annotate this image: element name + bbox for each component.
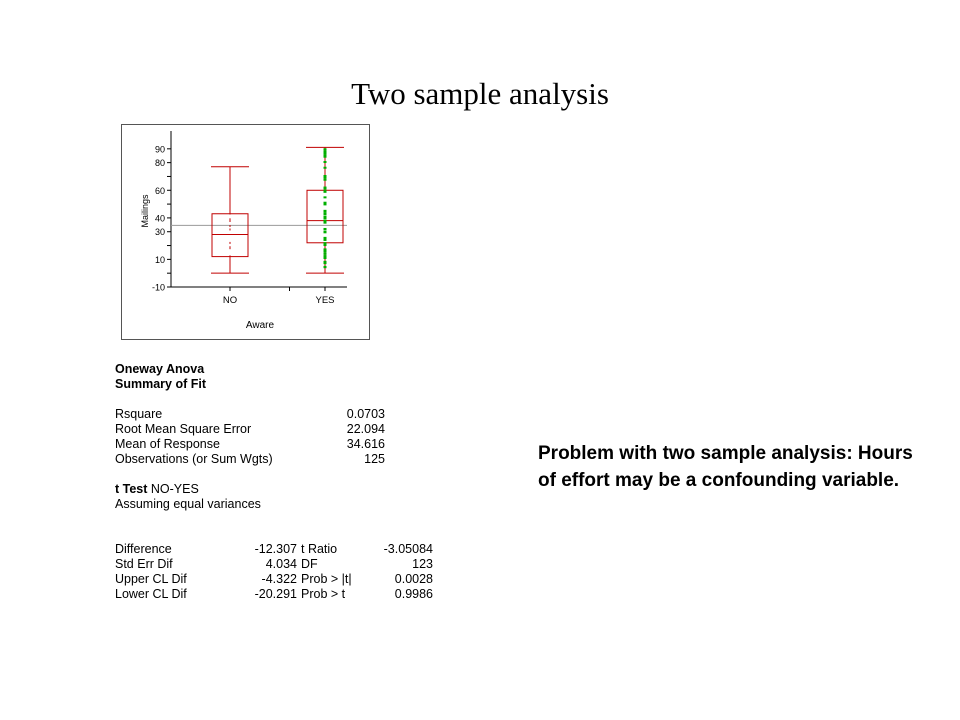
boxplot-chart <box>121 124 370 340</box>
ttest-label: Std Err Dif <box>115 557 173 571</box>
data-point <box>230 242 231 244</box>
data-point <box>324 161 327 163</box>
x-tick-label: NO <box>222 295 238 306</box>
data-point <box>230 228 231 230</box>
data-point <box>324 266 327 268</box>
ttest-value2: 0.0028 <box>394 572 433 586</box>
fit-label: Root Mean Square Error <box>115 422 252 436</box>
fit-value: 125 <box>364 452 385 466</box>
anova-heading: Oneway Anova <box>115 362 205 376</box>
ttest-assumption: Assuming equal variances <box>115 497 261 511</box>
ttest-value: -20.291 <box>254 587 297 601</box>
y-tick-label: 60 <box>154 185 165 196</box>
data-point <box>230 255 231 257</box>
y-tick-label: 10 <box>154 254 165 265</box>
slide-title: Two sample analysis <box>351 76 609 111</box>
ttest-value: -4.322 <box>261 572 297 586</box>
fit-value: 22.094 <box>346 422 385 436</box>
data-point <box>324 256 327 258</box>
fit-value: 34.616 <box>346 437 385 451</box>
data-point <box>324 213 327 215</box>
data-point <box>324 167 327 169</box>
ttest-label: Lower CL Dif <box>115 587 187 601</box>
ttest-label: Upper CL Dif <box>115 572 187 586</box>
data-point <box>324 156 327 158</box>
data-point <box>230 209 231 211</box>
data-point <box>324 175 327 177</box>
data-point <box>324 238 327 240</box>
data-point <box>324 191 327 193</box>
summary-heading: Summary of Fit <box>115 377 206 391</box>
data-point <box>324 251 327 253</box>
data-point <box>324 148 327 150</box>
y-tick-label: 90 <box>154 144 165 155</box>
ttest-label2: t Ratio <box>301 542 338 556</box>
y-tick-label: -10 <box>151 282 165 293</box>
slide-note: Problem with two sample analysis: Hours of effort may be a confounding variable. <box>538 443 913 491</box>
data-point <box>324 177 327 179</box>
data-point <box>324 220 327 222</box>
data-point <box>324 150 327 152</box>
ttest-value: -12.307 <box>254 542 297 556</box>
ttest-value: 4.034 <box>265 557 297 571</box>
data-point <box>230 219 231 221</box>
data-point <box>324 261 327 263</box>
fit-label: Observations (or Sum Wgts) <box>115 452 273 466</box>
data-point <box>230 225 231 227</box>
data-point <box>324 253 327 255</box>
data-point <box>324 242 327 244</box>
ttest-label2: Prob > |t| <box>301 572 352 586</box>
data-point <box>324 217 327 219</box>
data-point <box>324 179 327 181</box>
y-tick-label: 30 <box>154 227 165 238</box>
y-tick-label: 40 <box>154 213 165 224</box>
data-point <box>230 189 231 191</box>
data-point <box>230 247 231 249</box>
y-tick-label: 80 <box>154 158 165 169</box>
ttest-heading: t Test NO-YES <box>115 482 199 496</box>
fit-value: 0.0703 <box>346 407 385 421</box>
ttest-label2: Prob > t <box>301 587 346 601</box>
fit-label: Rsquare <box>115 407 163 421</box>
boxplot-svg <box>122 125 369 339</box>
ttest-value2: -3.05084 <box>383 542 433 556</box>
data-point <box>324 210 327 212</box>
data-point <box>324 203 327 205</box>
data-point <box>324 196 327 198</box>
ttest-label: Difference <box>115 542 172 556</box>
x-axis-title: Aware <box>245 320 275 331</box>
fit-label: Mean of Response <box>115 437 220 451</box>
data-point <box>324 248 327 250</box>
data-point <box>324 187 327 189</box>
data-point <box>324 152 327 154</box>
data-point <box>230 213 231 215</box>
data-point <box>230 264 231 266</box>
data-point <box>230 260 231 262</box>
data-point <box>324 231 327 233</box>
data-point <box>230 201 231 203</box>
y-axis-title: Mailings <box>140 194 150 228</box>
x-tick-label: YES <box>315 295 335 306</box>
data-point <box>324 228 327 230</box>
ttest-value2: 0.9986 <box>394 587 433 601</box>
ttest-label2: DF <box>301 557 318 571</box>
ttest-value2: 123 <box>412 557 433 571</box>
data-point <box>230 179 231 181</box>
